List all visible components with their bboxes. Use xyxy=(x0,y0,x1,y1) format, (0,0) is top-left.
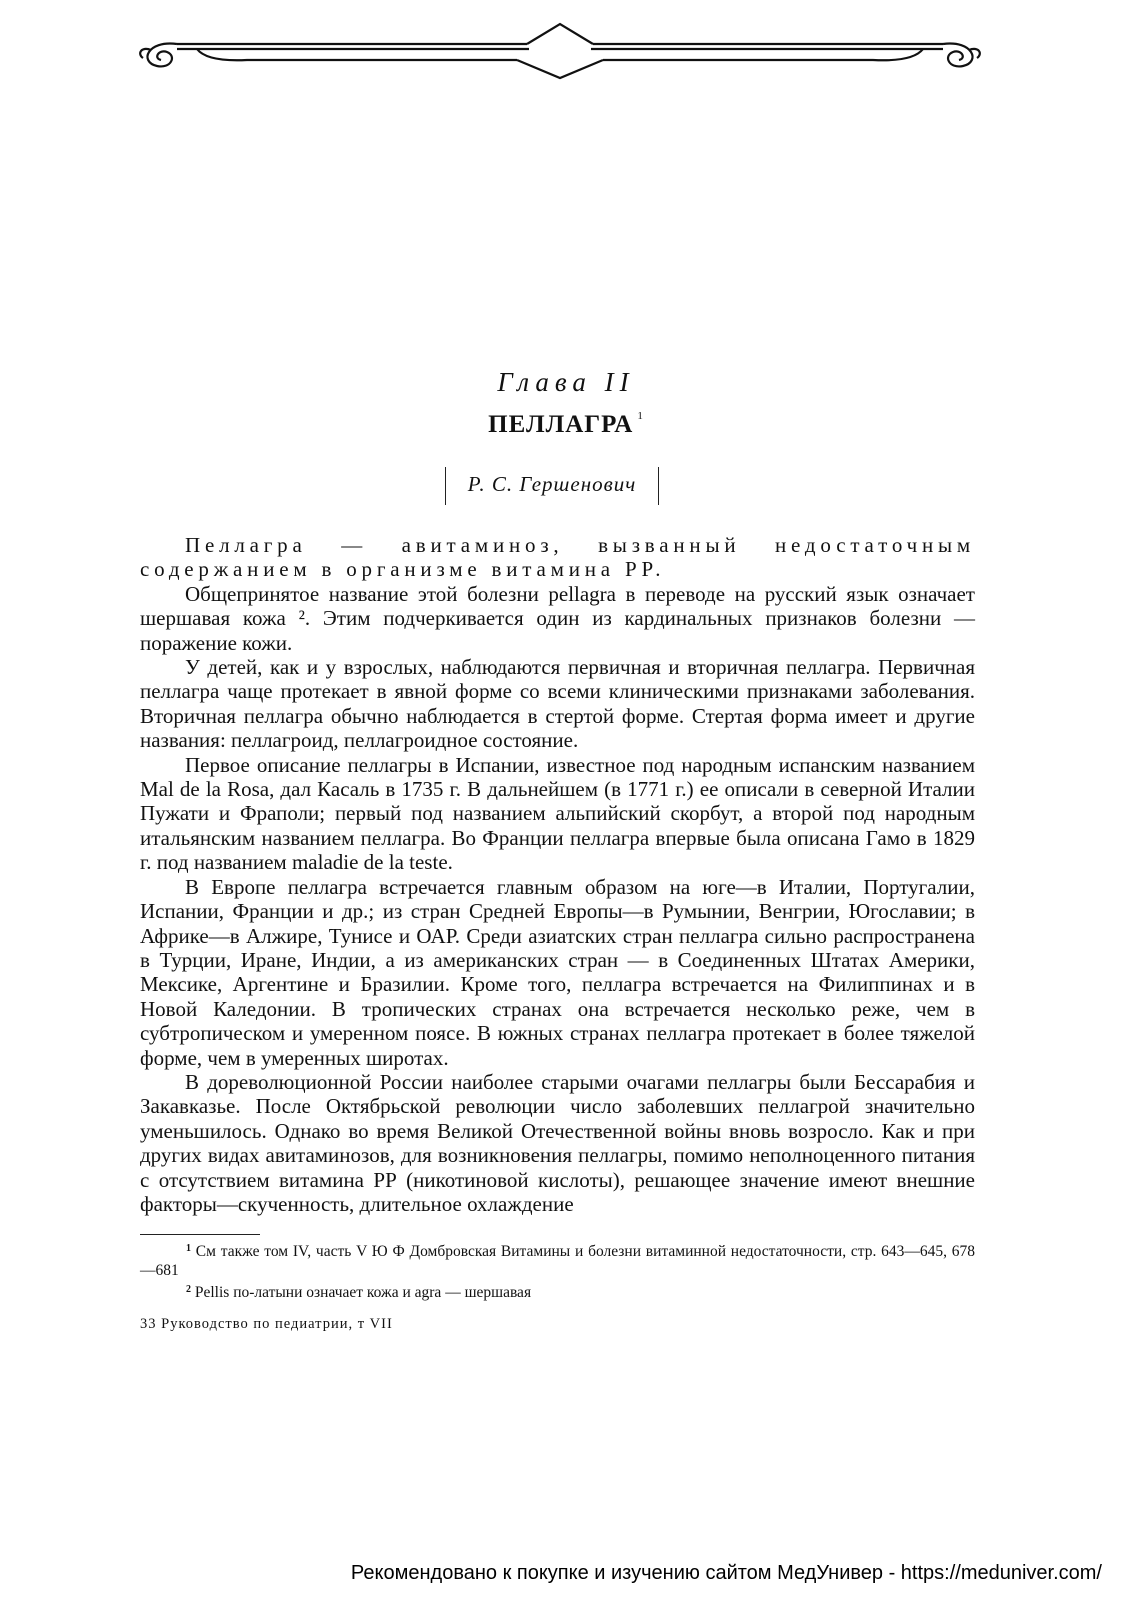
paragraph-3: Первое описание пеллагры в Испании, известное под народным испанским названием Mal de la Rosa, дал Касаль в 1735 г. В дальнейшем (в 1771 г.) ее описали в северной Италии Пужати и Фраполи; первый под названием альпийский скорбут, а второй под народным итальянским названием пеллагра. Во Франции пеллагра впервые была описана Гамо в 1829 г. под названием maladie de la teste. xyxy=(140,752,975,875)
paragraph-2: У детей, как и у взрослых, наблюдаются первичная и вторичная пеллагра. Первичная пеллагра чаще протекает в явной форме со всеми клиническими признаками заболевания. Вторичная пеллагра обычно наблюдается в стертой форме. Стертая форма имеет и другие названия: пеллагроид, пеллагроидное состояние. xyxy=(140,655,975,753)
author-box xyxy=(445,467,659,505)
header-ornament xyxy=(137,20,983,80)
paragraph-1: Общепринятое название этой болезни pellagra в переводе на русский язык означает шершавая кожа ². Этим подчеркивается один из кардинальных признаков болезни — поражение кожи. xyxy=(140,581,975,655)
chapter-title-footnote-marker: 1 xyxy=(637,410,644,422)
watermark: Рекомендовано к покупке и изучению сайтом МедУнивер - https://meduniver.com/ xyxy=(350,1562,1102,1584)
footnote-2-mark: 2 xyxy=(186,1284,191,1296)
footnote-divider xyxy=(140,1234,260,1235)
chapter-title-text: ПЕЛЛАГРА xyxy=(488,411,634,438)
paragraph-5: В дореволюционной России наиболее старыми очагами пеллагры были Бессарабия и Закавказье. После Октябрьской революции число заболевших пеллагрой значительно уменьшилось. Однако во время Великой Отечественной войны вновь возросло. Как и при других видах авитаминозов, для возникновения пеллагры, помимо неполноценного питания с отсутствием витамина РР (никотиновой кислоты), решающее значение имеют внешние факторы—скученность, длительное охлаждение xyxy=(140,1069,975,1216)
footnote-1-text: См также том IV, часть V Ю Ф Домбровская Витамины и болезни витаминной недостаточности, стр. 643—645, 678—681 xyxy=(140,1243,976,1280)
page-footer: 33 Руководство по педиатрии, т VII xyxy=(140,1316,393,1333)
footnote-2 xyxy=(140,1280,975,1302)
chapter-title xyxy=(0,410,1132,439)
body-text xyxy=(140,533,975,1337)
chapter-label: Глава II xyxy=(497,367,635,397)
footnote-2-text: Pellis по-латыни означает кожа и agra — шершавая xyxy=(194,1284,532,1302)
intro-paragraph: Пеллагра — авитаминоз, вызванный недостаточным содержанием в организме витамина РР. xyxy=(140,533,975,582)
paragraph-4: В Европе пеллагра встречается главным образом на юге—в Италии, Португалии, Испании, Франции и др.; из стран Средней Европы—в Румынии, Венгрии, Югославии; в Африке—в Алжире, Тунисе и ОАР. Среди азиатских стран пеллагра сильно распространена в Турции, Иране, Индии, а из американских стран — в Соединенных Штатах Америки, Мексике, Аргентине и Бразилии. Кроме того, пеллагра встречается на Филиппинах и в Новой Каледонии. В тропических странах она встречается несколько реже, чем в субтропическом и умеренном поясе. В южных странах пеллагра протекает в более тяжелой форме, чем в умеренных широтах. xyxy=(140,874,975,1070)
footnotes xyxy=(140,1239,975,1302)
footnote-1 xyxy=(140,1239,975,1280)
footnote-1-mark: 1 xyxy=(186,1243,191,1255)
author-name: Р. С. Гершенович xyxy=(467,472,637,496)
